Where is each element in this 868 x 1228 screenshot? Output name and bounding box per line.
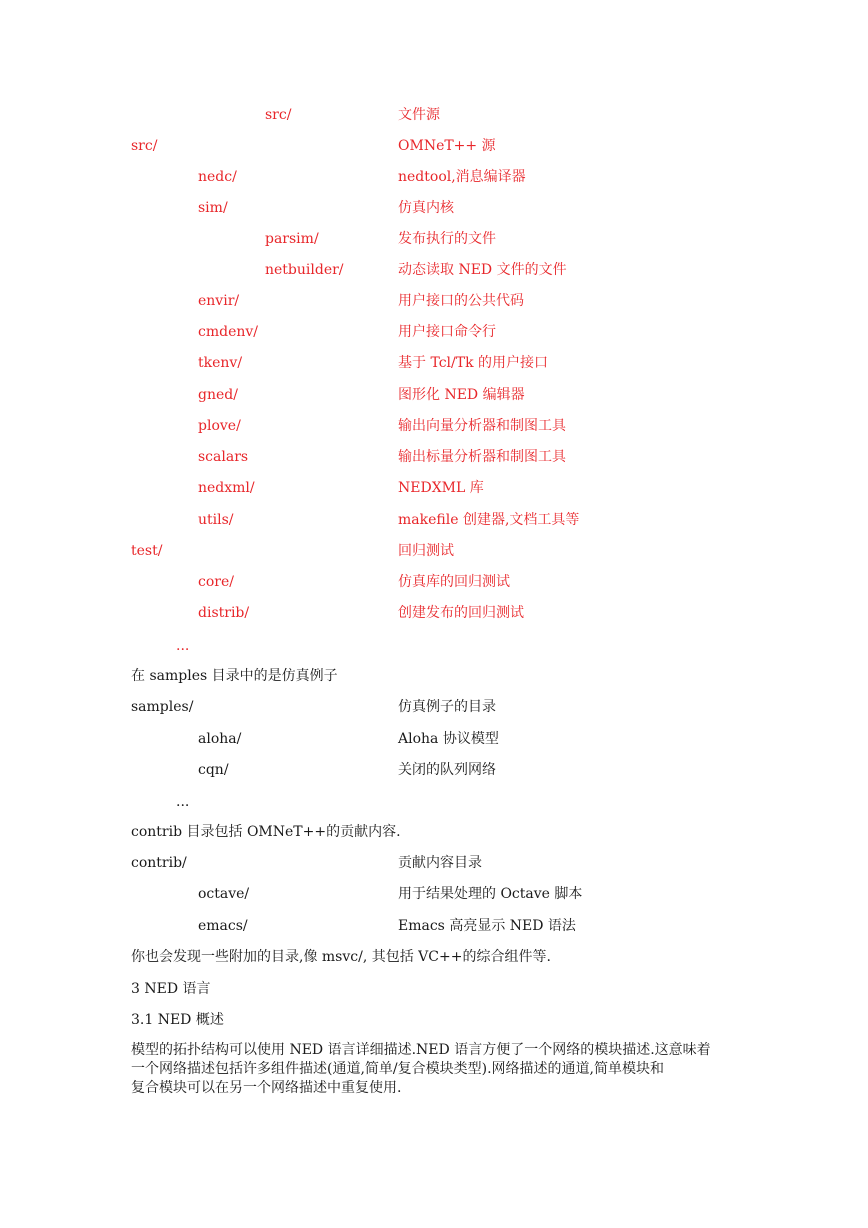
dir-desc: 回归测试 xyxy=(398,543,454,559)
dir-desc: 仿真内核 xyxy=(398,200,454,216)
tree-row xyxy=(0,104,868,126)
subsection-heading: 3.1 NED 概述 xyxy=(131,1012,224,1028)
dir-path: distrib/ xyxy=(198,605,250,621)
dir-path: netbuilder/ xyxy=(265,262,344,278)
tree-row xyxy=(0,384,868,406)
dir-desc: 输出向量分析器和制图工具 xyxy=(398,418,566,434)
dir-path: sim/ xyxy=(198,200,228,216)
tree-row xyxy=(0,759,868,781)
tree-row xyxy=(0,477,868,499)
dir-desc: 用于结果处理的 Octave 脚本 xyxy=(398,886,583,902)
dir-path: scalars xyxy=(198,449,249,465)
dir-desc: 仿真例子的目录 xyxy=(398,699,496,715)
contrib-intro: contrib 目录包括 OMNeT++的贡献内容. xyxy=(131,824,401,840)
dir-desc: NEDXML 库 xyxy=(398,480,484,496)
samples-intro: 在 samples 目录中的是仿真例子 xyxy=(131,668,338,684)
tree-row xyxy=(0,228,868,250)
tree-row xyxy=(0,852,868,874)
dir-path: nedxml/ xyxy=(198,480,255,496)
dir-path: octave/ xyxy=(198,886,250,902)
dir-path: envir/ xyxy=(198,293,240,309)
paragraph-line: 模型的拓扑结构可以使用 NED 语言详细描述.NED 语言方便了一个网络的模块描述.这意味着 xyxy=(131,1042,711,1058)
tree-ellipsis-row xyxy=(0,635,868,657)
tree-row xyxy=(0,135,868,157)
dir-desc: 发布执行的文件 xyxy=(398,231,496,247)
dir-desc: 创建发布的回归测试 xyxy=(398,605,524,621)
dir-desc: 仿真库的回归测试 xyxy=(398,574,510,590)
tree-row xyxy=(0,197,868,219)
dir-path: aloha/ xyxy=(198,731,242,747)
tree-row xyxy=(0,728,868,750)
dir-desc: 动态读取 NED 文件的文件 xyxy=(398,262,567,278)
tree-row xyxy=(0,446,868,468)
dir-path: src/ xyxy=(265,107,292,123)
tree-row xyxy=(0,166,868,188)
dir-desc: makefile 创建器,文档工具等 xyxy=(398,512,580,528)
dir-desc: 用户接口命令行 xyxy=(398,324,496,340)
dir-desc: 输出标量分析器和制图工具 xyxy=(398,449,566,465)
dir-desc: 文件源 xyxy=(398,107,440,123)
tree-row xyxy=(0,259,868,281)
tree-row xyxy=(0,883,868,905)
tree-row xyxy=(0,415,868,437)
dir-path: plove/ xyxy=(198,418,241,434)
tree-row xyxy=(0,509,868,531)
dir-path: tkenv/ xyxy=(198,355,243,371)
tree-row xyxy=(0,602,868,624)
dir-path: parsim/ xyxy=(265,231,319,247)
tree-row xyxy=(0,915,868,937)
tree-row xyxy=(0,540,868,562)
section-heading: 3 NED 语言 xyxy=(131,981,211,997)
tree-row xyxy=(0,352,868,374)
ellipsis: ... xyxy=(176,638,190,654)
tree-row xyxy=(0,321,868,343)
paragraph-line: 一个网络描述包括许多组件描述(通道,简单/复合模块类型).网络描述的通道,简单模块和 xyxy=(131,1061,664,1077)
dir-desc: 关闭的队列网络 xyxy=(398,762,496,778)
dir-path: cmdenv/ xyxy=(198,324,259,340)
dir-path: gned/ xyxy=(198,387,238,403)
dir-desc: 用户接口的公共代码 xyxy=(398,293,524,309)
dir-desc: 基于 Tcl/Tk 的用户接口 xyxy=(398,355,549,371)
dir-path: nedc/ xyxy=(198,169,237,185)
dir-path: src/ xyxy=(131,138,158,154)
dir-path: cqn/ xyxy=(198,762,229,778)
dir-desc: 贡献内容目录 xyxy=(398,855,482,871)
tree-ellipsis-row xyxy=(0,791,868,813)
dir-desc: Aloha 协议模型 xyxy=(398,731,499,747)
tree-row xyxy=(0,571,868,593)
paragraph-line: 复合模块可以在另一个网络描述中重复使用. xyxy=(131,1080,402,1096)
ellipsis: ... xyxy=(176,794,190,810)
dir-desc: OMNeT++ 源 xyxy=(398,138,496,154)
tree-row xyxy=(0,290,868,312)
tree-row xyxy=(0,696,868,718)
dir-path: test/ xyxy=(131,543,163,559)
dir-desc: 图形化 NED 编辑器 xyxy=(398,387,525,403)
dir-path: core/ xyxy=(198,574,234,590)
dir-desc: nedtool,消息编译器 xyxy=(398,169,526,185)
dir-desc: Emacs 高亮显示 NED 语法 xyxy=(398,918,576,934)
dir-path: samples/ xyxy=(131,699,194,715)
dir-path: contrib/ xyxy=(131,855,187,871)
ned-overview-paragraph xyxy=(131,1041,743,1098)
dir-path: emacs/ xyxy=(198,918,248,934)
dir-path: utils/ xyxy=(198,512,234,528)
extra-dirs-note: 你也会发现一些附加的目录,像 msvc/, 其包括 VC++的综合组件等. xyxy=(131,949,551,965)
